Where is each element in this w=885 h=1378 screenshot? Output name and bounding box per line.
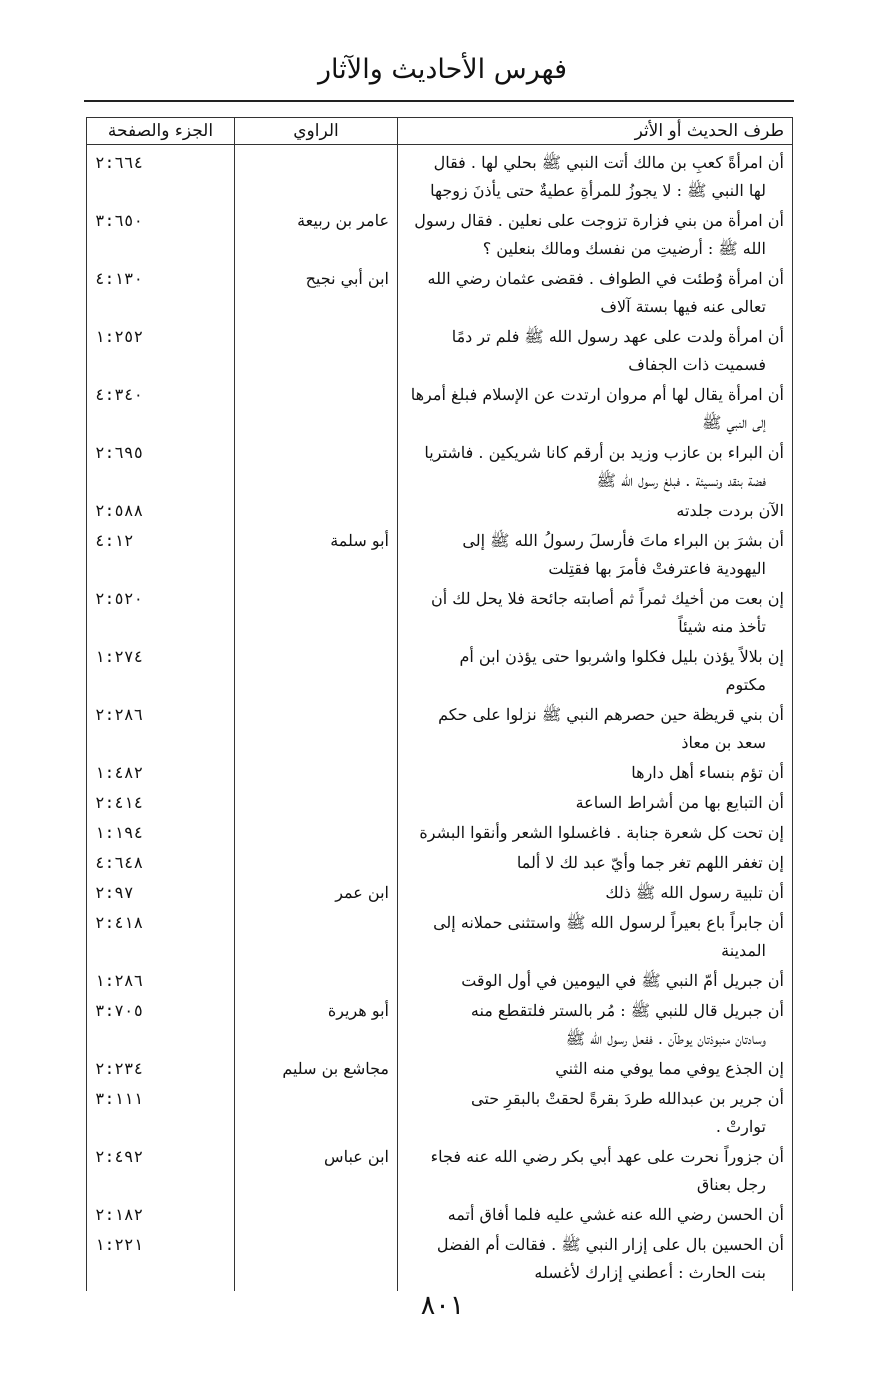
column-header-text: طرف الحديث أو الأثر — [398, 118, 793, 145]
hadith-text-line: إن بلالاً يؤذن بليل فكلوا واشربوا حتى يؤذن ابن أم — [459, 647, 784, 666]
volume-page-cell: ٢:٥٨٨ — [87, 495, 235, 525]
volume-page-cell: ٢:٤١٤ — [87, 787, 235, 817]
volume-page-cell: ٢:٥٢٠ — [87, 583, 235, 641]
table-row — [87, 583, 793, 641]
hadith-text-continuation: المدينة — [721, 941, 766, 960]
page-number: ٨٠١ — [420, 1290, 465, 1321]
table-row — [87, 757, 793, 787]
hadith-text-cell — [398, 495, 793, 525]
hadith-text-line: أن امرأة ولدت على عهد رسول الله ﷺ فلم تر دمًا — [451, 327, 784, 346]
volume-page-cell: ٢:٦٦٤ — [87, 145, 235, 206]
hadith-text-cell — [398, 379, 793, 437]
volume-page-cell: ٤:١٢ — [87, 525, 235, 583]
hadith-text-line: أن جبريل قال للنبي ﷺ : مُر بالستر فلتقطع منه — [470, 1001, 784, 1020]
hadith-text-line: أن امرأة من بني فزارة تزوجت على نعلين . فقال رسول — [414, 211, 784, 230]
hadith-text-cell — [398, 965, 793, 995]
volume-page-cell: ٢:٤١٨ — [87, 907, 235, 965]
hadith-text-line: أن البراء بن عازب وزيد بن أرقم كانا شريكين . فاشتريا — [424, 443, 784, 462]
hadith-text-cell — [398, 817, 793, 847]
volume-page-cell: ١:٤٨٢ — [87, 757, 235, 787]
volume-page-cell: ٢:٤٩٢ — [87, 1141, 235, 1199]
narrator-cell — [235, 1083, 398, 1141]
narrator-cell: ابن عمر — [235, 877, 398, 907]
narrator-cell — [235, 847, 398, 877]
volume-page-cell: ٢:١٨٢ — [87, 1199, 235, 1229]
volume-page-cell: ٤:٦٤٨ — [87, 847, 235, 877]
narrator-cell — [235, 757, 398, 787]
narrator-cell — [235, 817, 398, 847]
narrator-cell: ابن أبي نجيح — [235, 263, 398, 321]
table-row — [87, 1199, 793, 1229]
hadith-text-line: أن الحسن رضي الله عنه غشي عليه فلما أفاق أتمه — [447, 1205, 784, 1224]
hadith-text-cell — [398, 641, 793, 699]
volume-page-cell: ٣:٧٠٥ — [87, 995, 235, 1053]
hadith-text-line: أن امرأة وُطئت في الطواف . فقضى عثمان رضي الله — [427, 269, 784, 288]
hadith-text-line: أن جزوراً نحرت على عهد أبي بكر رضي الله عنه فجاء — [430, 1147, 784, 1166]
narrator-cell: مجاشع بن سليم — [235, 1053, 398, 1083]
volume-page-cell: ٢:٢٨٦ — [87, 699, 235, 757]
narrator-cell — [235, 583, 398, 641]
table-row — [87, 525, 793, 583]
volume-page-cell: ٢:٦٩٥ — [87, 437, 235, 495]
table-row — [87, 145, 793, 206]
hadith-text-cell — [398, 995, 793, 1053]
column-header-narrator: الراوي — [235, 118, 398, 145]
hadith-text-continuation: رجل بعناق — [696, 1175, 766, 1194]
hadith-text-line: أن بشرَ بن البراء ماتَ فأرسلَ رسولُ الله ﷺ إلى — [462, 531, 784, 550]
hadith-text-line: أن امرأة يقال لها أم مروان ارتدت عن الإسلام فبلغ أمرها — [410, 385, 784, 404]
volume-page-cell: ١:٢٥٢ — [87, 321, 235, 379]
hadith-text-cell — [398, 699, 793, 757]
column-header-ref: الجزء والصفحة — [87, 118, 235, 145]
volume-page-cell: ٢:٩٧ — [87, 877, 235, 907]
volume-page-cell: ١:١٩٤ — [87, 817, 235, 847]
narrator-cell — [235, 641, 398, 699]
hadith-text-continuation: تعالى عنه فيها بستة آلاف — [600, 297, 766, 316]
hadith-text-cell — [398, 145, 793, 206]
hadith-text-cell — [398, 437, 793, 495]
hadith-text-line: أن جبريل أمّ النبي ﷺ في اليومين في أول الوقت — [461, 971, 784, 990]
hadith-text-continuation: فضة بنقد ونسيئة . فبلغ رسول الله ﷺ — [596, 471, 766, 490]
narrator-cell — [235, 965, 398, 995]
hadith-text-continuation: تأخذ منه شيئاً — [678, 617, 766, 636]
hadith-text-continuation: إلى النبي ﷺ — [702, 413, 766, 432]
hadith-text-continuation: توارتْ . — [715, 1117, 766, 1136]
hadith-text-line: إن بعت من أخيك ثمراً ثم أصابته جائحة فلا يحل لك أن — [430, 589, 784, 608]
hadith-text-cell — [398, 1083, 793, 1141]
hadith-text-line: أن الحسين بال على إزار النبي ﷺ . فقالت أم الفضل — [436, 1235, 784, 1254]
narrator-cell: عامر بن ربيعة — [235, 205, 398, 263]
hadith-text-cell — [398, 525, 793, 583]
hadith-text-line: أن جابراً باع بعيراً لرسول الله ﷺ واستثنى حملانه إلى — [433, 913, 784, 932]
narrator-cell — [235, 379, 398, 437]
hadith-text-cell — [398, 757, 793, 787]
table-row — [87, 907, 793, 965]
table-row — [87, 437, 793, 495]
volume-page-cell: ٢:٢٣٤ — [87, 1053, 235, 1083]
table-row — [87, 205, 793, 263]
hadith-text-line: إن الجذع يوفي مما يوفي منه الثني — [555, 1059, 784, 1078]
narrator-cell: أبو هريرة — [235, 995, 398, 1053]
narrator-cell — [235, 321, 398, 379]
hadith-text-cell — [398, 877, 793, 907]
table-row — [87, 379, 793, 437]
table-row — [87, 699, 793, 757]
hadith-text-continuation: وسادتان منبوذتان يوطآن . ففعل رسول الله ﷺ — [565, 1029, 766, 1048]
hadith-text-cell — [398, 263, 793, 321]
volume-page-cell: ١:٢٧٤ — [87, 641, 235, 699]
narrator-cell: أبو سلمة — [235, 525, 398, 583]
narrator-cell — [235, 145, 398, 206]
narrator-cell: ابن عباس — [235, 1141, 398, 1199]
hadith-text-line: أن امرأةً كعبِ بن مالك أتت النبي ﷺ بحلي لها . فقال — [433, 153, 784, 172]
hadith-text-cell — [398, 1141, 793, 1199]
title-rule — [84, 100, 794, 102]
table-row — [87, 787, 793, 817]
hadith-text-continuation: الله ﷺ : أرضيتِ من نفسك ومالك بنعلين ؟ — [482, 239, 766, 258]
table-row — [87, 877, 793, 907]
table-row — [87, 263, 793, 321]
hadith-text-cell — [398, 583, 793, 641]
narrator-cell — [235, 787, 398, 817]
table-header-row — [87, 118, 793, 145]
table-row — [87, 1141, 793, 1199]
hadith-text-continuation: مكتوم — [725, 675, 766, 694]
volume-page-cell: ٣:٦٥٠ — [87, 205, 235, 263]
hadith-text-line: أن بني قريظة حين حصرهم النبي ﷺ نزلوا على حكم — [438, 705, 784, 724]
volume-page-cell: ٣:١١١ — [87, 1083, 235, 1141]
table-row — [87, 641, 793, 699]
hadith-text-cell — [398, 1199, 793, 1229]
volume-page-cell: ٤:١٣٠ — [87, 263, 235, 321]
narrator-cell — [235, 907, 398, 965]
hadith-text-continuation: لها النبي ﷺ : لا يجوزُ للمرأةِ عطيةٌ حتى يأذنَ زوجها — [430, 181, 766, 200]
hadith-text-line: الآن بردت جلدته — [676, 501, 784, 520]
hadith-text-line: أن تلبية رسول الله ﷺ ذلك — [605, 883, 784, 902]
page-title: فهرس الأحاديث والآثار — [318, 54, 567, 85]
hadith-text-line: أن تؤم بنساء أهل دارها — [631, 763, 784, 782]
table-row — [87, 321, 793, 379]
hadith-text-line: إن تغفر اللهم تغر جما وأيّ عبد لك لا ألما — [516, 853, 784, 872]
hadith-text-cell — [398, 1053, 793, 1083]
hadith-text-cell — [398, 321, 793, 379]
narrator-cell — [235, 437, 398, 495]
hadith-text-cell — [398, 205, 793, 263]
narrator-cell — [235, 699, 398, 757]
hadith-text-continuation: بنت الحارث : أعطني إزارك لأغسله — [534, 1263, 766, 1282]
hadith-text-continuation: اليهودية فاعترفتْ فأمرَ بها فقتِلت — [548, 559, 766, 578]
table-row — [87, 495, 793, 525]
hadith-text-cell — [398, 1229, 793, 1291]
hadith-text-continuation: سعد بن معاذ — [681, 733, 766, 752]
table-row — [87, 1229, 793, 1291]
hadith-text-cell — [398, 847, 793, 877]
narrator-cell — [235, 495, 398, 525]
narrator-cell — [235, 1199, 398, 1229]
hadith-text-cell — [398, 787, 793, 817]
hadith-text-continuation: فسميت ذات الجفاف — [628, 355, 766, 374]
volume-page-cell: ١:٢٨٦ — [87, 965, 235, 995]
table-row — [87, 817, 793, 847]
hadith-text-line: إن تحت كل شعرة جنابة . فاغسلوا الشعر وأنقوا البشرة — [419, 823, 784, 842]
volume-page-cell: ٤:٣٤٠ — [87, 379, 235, 437]
table-row — [87, 847, 793, 877]
hadith-text-cell — [398, 907, 793, 965]
hadith-index-table — [86, 117, 793, 1291]
table-row — [87, 995, 793, 1053]
hadith-text-line: أن التبايع بها من أشراط الساعة — [575, 793, 784, 812]
hadith-text-line: أن جرير بن عبدالله طردَ بقرةً لحقتْ بالبقرِ حتى — [471, 1089, 784, 1108]
table-row — [87, 1083, 793, 1141]
table-row — [87, 965, 793, 995]
volume-page-cell: ١:٢٢١ — [87, 1229, 235, 1291]
table-row — [87, 1053, 793, 1083]
narrator-cell — [235, 1229, 398, 1291]
